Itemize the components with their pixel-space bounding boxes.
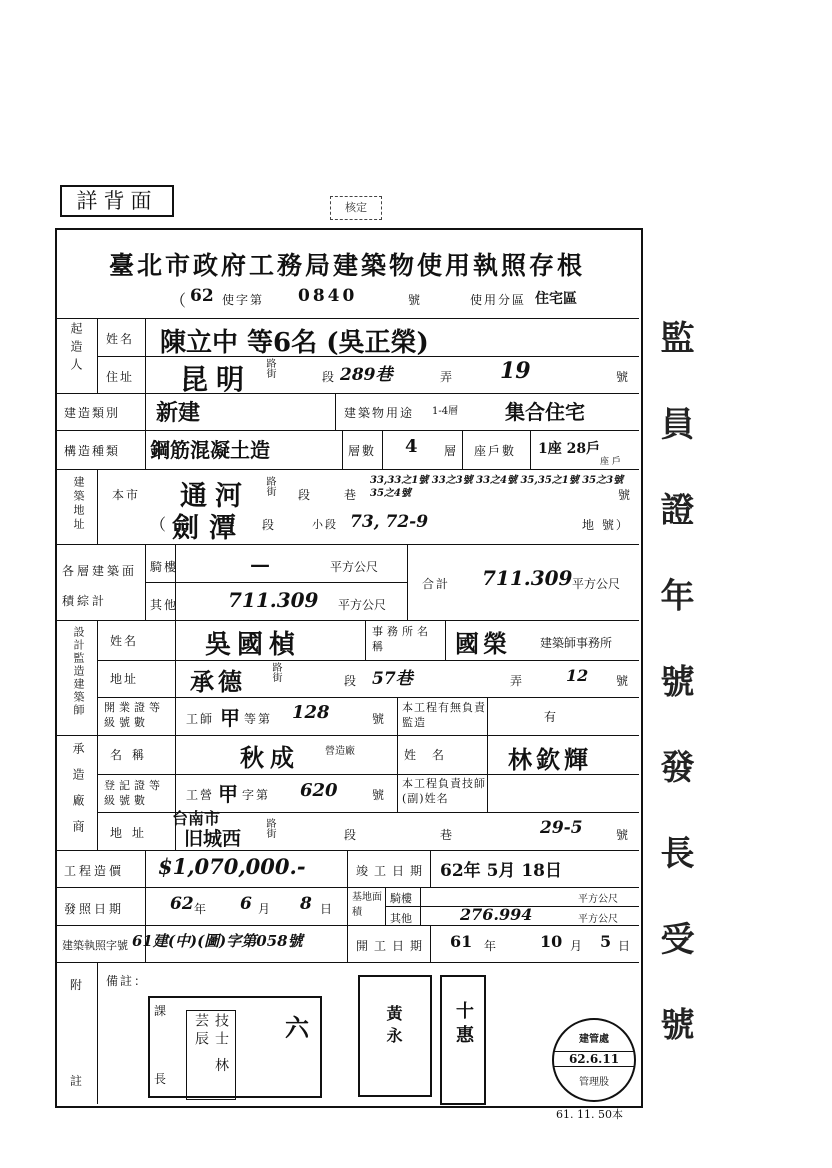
land-lots: 73, 72-9	[350, 512, 429, 532]
supervision-label: 本工程有無負責監造	[402, 701, 486, 729]
rule	[145, 318, 146, 393]
rule	[57, 962, 639, 963]
engineer-label: 本工程負責技師(副)姓名	[402, 777, 486, 805]
license-prefix: 工師	[186, 712, 215, 726]
cost-label: 工程造價	[64, 864, 125, 878]
zone-label: 使用分區	[470, 293, 527, 307]
structure-value: 鋼筋混凝土造	[150, 438, 270, 462]
building-permit-value: 61建(中)(圖)字第058號	[132, 932, 303, 950]
site-numbers: 33,33之1號 33之3號 33之4號 35,35之1號 35之3號 35之4號	[370, 475, 624, 499]
base-area-label: 基地面積	[352, 892, 382, 918]
site-section-label: 建築地址	[72, 476, 85, 532]
supervision-value: 有	[544, 710, 559, 724]
permit-suffix: 號	[408, 293, 423, 307]
permit-number: 0840	[298, 286, 358, 306]
issue-year-unit: 年	[194, 902, 209, 916]
base-arcade-unit: 平方公尺	[578, 894, 618, 905]
rule	[145, 393, 146, 469]
rule	[57, 469, 639, 470]
reg-grade: 甲	[218, 782, 238, 806]
office-label: 事務所名稱	[372, 625, 432, 653]
license-suffix: 號	[372, 712, 387, 726]
form-code: 61. 11. 50本	[556, 1108, 623, 1121]
rule	[97, 318, 98, 393]
rule	[97, 469, 98, 544]
rule	[487, 697, 488, 812]
approval-stamp-name: 黃永	[384, 1005, 403, 1049]
cost-value: $1,070,000.-	[158, 854, 306, 879]
architect-number: 12	[566, 666, 589, 685]
reg-middle: 字第	[242, 788, 271, 802]
land-section-unit: 段	[262, 518, 277, 532]
applicant-hao: 號	[616, 370, 631, 384]
approval-stamp	[358, 975, 432, 1097]
office-suffix: 建築師事務所	[540, 636, 613, 650]
stamp-bottom-char: 長	[154, 1072, 169, 1086]
rule	[145, 582, 407, 583]
arcade-value: —	[250, 552, 270, 576]
architect-lane: 57巷	[372, 669, 413, 689]
rule	[397, 697, 398, 812]
reg-suffix: 號	[372, 788, 387, 802]
start-year: 61	[450, 932, 473, 951]
applicant-number: 19	[500, 358, 531, 384]
base-arcade-label: 騎樓	[390, 892, 412, 905]
date-stamp-top: 建管處	[579, 1034, 609, 1045]
base-other-value: 276.994	[460, 905, 533, 924]
total-value: 711.309	[482, 566, 573, 590]
site-road: 通河	[180, 481, 250, 512]
rule	[462, 430, 463, 469]
contractor-name-value: 秋成	[240, 743, 300, 772]
form-title: 臺北市政府工務局建築物使用執照存根	[108, 251, 585, 280]
floors-label: 層數	[348, 444, 377, 458]
license-number: 128	[292, 702, 330, 723]
small-section: 小段	[312, 518, 338, 531]
issue-label: 發照日期	[64, 902, 125, 916]
remarks-label: 備註：	[106, 974, 149, 988]
applicant-section: 段	[322, 370, 337, 384]
completion-label: 竣工日期	[356, 864, 429, 878]
contractor-address-road: 旧城西	[184, 828, 242, 850]
rule	[145, 544, 146, 620]
rule	[97, 620, 98, 850]
contractor-address-city: 台南市	[172, 809, 221, 828]
notes-label-bottom: 註	[70, 1074, 85, 1088]
issue-day: 8	[300, 894, 312, 914]
land-prefix: （	[150, 515, 167, 534]
date-stamp-date: 62.6.11	[554, 1051, 634, 1067]
rule	[430, 850, 431, 887]
license-label: 開業證等級號數	[104, 701, 164, 729]
use-value: 集合住宅	[505, 400, 585, 424]
applicant-alley: 弄	[440, 370, 455, 384]
open-paren: （	[170, 291, 187, 310]
start-year-unit: 年	[484, 939, 499, 953]
site-road-unit: 路街	[264, 476, 275, 496]
start-month-unit: 月	[570, 939, 585, 953]
rule	[342, 430, 343, 469]
building-permit-label: 建築執照字號	[62, 939, 128, 952]
contractor-lane: 巷	[440, 828, 455, 842]
rule	[365, 620, 366, 660]
signature-stamp	[440, 975, 486, 1105]
site-lane: 巷	[344, 488, 359, 502]
floors-unit: 層	[444, 444, 459, 458]
architect-alley: 弄	[510, 674, 525, 688]
base-other-unit: 平方公尺	[578, 914, 618, 925]
reg-number: 620	[300, 780, 338, 801]
office-value: 國榮	[455, 629, 511, 658]
completion-value: 62年 5月 18日	[440, 861, 562, 881]
other-unit: 平方公尺	[338, 598, 387, 612]
other-value: 711.309	[228, 588, 319, 612]
rule	[347, 850, 348, 962]
contractor-address-label: 地址	[110, 826, 155, 840]
architect-address-label: 地址	[110, 672, 139, 686]
issue-year: 62	[170, 894, 194, 914]
architect-name-label: 姓名	[110, 634, 139, 648]
top-stamp: 核定	[330, 196, 382, 220]
land-lots-unit: 地 號）	[582, 518, 630, 532]
rule	[530, 430, 531, 469]
other-label: 其他	[150, 598, 179, 612]
start-day: 5	[600, 932, 612, 951]
contractor-number: 29-5	[540, 818, 583, 838]
reg-prefix: 工營	[186, 788, 215, 802]
permit-number-row	[170, 288, 630, 310]
applicant-name-value: 陳立中 等6名 (吳正榮)	[160, 328, 429, 358]
total-label: 合計	[422, 577, 451, 591]
contractor-person-label: 姓名	[404, 748, 461, 762]
architect-section-label: 設計監造建築師	[72, 626, 85, 717]
rule	[445, 620, 446, 660]
corner-label: 詳背面	[60, 185, 174, 217]
start-day-unit: 日	[618, 939, 633, 953]
zone-value: 住宅區	[535, 291, 577, 307]
rule	[430, 925, 431, 962]
base-other-label: 其他	[390, 912, 412, 925]
rule	[385, 887, 386, 925]
rule	[57, 735, 639, 736]
date-stamp	[552, 1018, 636, 1102]
rule	[407, 544, 408, 620]
applicant-name-label: 姓名	[106, 332, 135, 346]
architect-name-value: 吳國楨	[205, 630, 302, 660]
reg-label: 登記證等級號數	[104, 779, 164, 807]
contractor-road-unit: 路街	[264, 818, 275, 838]
rule	[97, 962, 98, 1104]
architect-hao: 號	[616, 674, 631, 688]
issue-month-unit: 月	[258, 902, 273, 916]
right-margin-text: 監 員 證 年 號 發 長 受 號	[654, 320, 694, 1061]
arcade-unit: 平方公尺	[330, 560, 379, 574]
issue-month: 6	[240, 894, 252, 914]
start-month: 10	[540, 932, 563, 951]
applicant-road-unit: 路街	[264, 358, 275, 378]
rule	[97, 660, 639, 661]
applicant-lane: 289巷	[340, 365, 393, 385]
contractor-hao: 號	[616, 828, 631, 842]
technician-name-seal: 技士 林 芸辰	[186, 1010, 236, 1100]
contractor-name-suffix: 營造廠	[325, 746, 355, 757]
area-section-label: 各層建築面積綜計	[62, 564, 138, 608]
rule	[57, 620, 639, 621]
signature-stamp-name: 十惠	[453, 1001, 474, 1049]
structure-label: 構造種類	[64, 444, 121, 458]
site-hao: 號	[618, 488, 633, 502]
contractor-name-label: 名稱	[110, 748, 155, 762]
issue-day-unit: 日	[320, 902, 335, 916]
license-grade: 甲	[220, 706, 240, 730]
households-value: 1座 28戶	[538, 441, 601, 457]
floors-value: 4	[405, 436, 418, 457]
contractor-section: 段	[344, 828, 359, 842]
rule	[420, 887, 421, 925]
permit-year: 62	[190, 286, 214, 306]
rule	[335, 393, 336, 430]
site-city: 本市	[112, 488, 141, 502]
permit-prefix: 使字第	[222, 293, 265, 307]
total-unit: 平方公尺	[572, 577, 621, 591]
architect-section: 段	[344, 674, 359, 688]
handwritten-mark: 六	[285, 1013, 309, 1042]
households-label: 座戶數	[474, 444, 517, 458]
section-chief-stamp	[148, 996, 322, 1098]
rule	[382, 430, 383, 469]
use-floors-note: 1-4層	[432, 406, 459, 417]
category-value: 新建	[156, 400, 201, 426]
architect-address-road: 承德	[190, 667, 246, 696]
contractor-section-label: 承造廠商	[71, 742, 85, 846]
applicant-address-city: 昆明	[180, 363, 253, 396]
category-label: 建造類別	[64, 406, 121, 420]
households-unit: 座 戶	[600, 457, 621, 467]
land-section: 劍潭	[172, 513, 246, 544]
start-label: 開工日期	[356, 939, 429, 953]
arcade-label: 騎樓	[150, 560, 179, 574]
license-middle: 等第	[244, 712, 273, 726]
contractor-person-value: 林欽輝	[508, 745, 592, 774]
applicant-address-label: 住址	[106, 370, 135, 384]
architect-road-unit: 路街	[270, 662, 281, 682]
notes-label-top: 附	[70, 978, 85, 992]
stamp-top-char: 課	[154, 1004, 169, 1018]
rule	[97, 697, 639, 698]
use-label: 建築物用途	[344, 406, 415, 420]
date-stamp-bottom: 管理股	[579, 1077, 609, 1088]
site-section: 段	[298, 488, 313, 502]
applicant-section-label: 起造人	[69, 322, 83, 376]
